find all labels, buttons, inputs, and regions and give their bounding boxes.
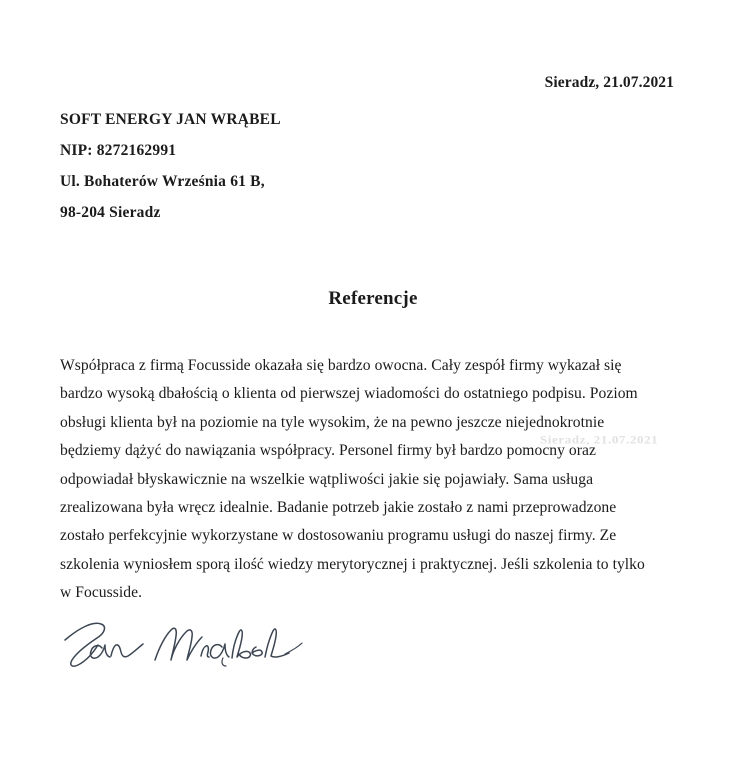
sender-tax-id: NIP: 8272162991 xyxy=(60,142,177,159)
body-line: szkolenia wyniosłem sporą ilość wiedzy merytorycznej i praktycznej. Jeśli szkolenia to tylko xyxy=(60,555,645,573)
scan-ghost-artifact: Sieradz, 21.07.2021 xyxy=(540,432,659,447)
letter-body xyxy=(60,352,690,608)
sender-street: Ul. Bohaterów Września 61 B, xyxy=(60,173,265,190)
sender-company-name: SOFT ENERGY JAN WRĄBEL xyxy=(60,111,281,128)
body-line: w Focusside. xyxy=(60,584,143,602)
body-line: będziemy dążyć do nawiązania współpracy. Personel firmy był bardzo pomocny oraz xyxy=(60,442,596,460)
signature xyxy=(55,612,305,678)
body-line: zrealizowana była wręcz idealnie. Badanie potrzeb jakie zostało z nami przeprowadzone xyxy=(60,499,617,517)
sender-address-block xyxy=(60,104,281,228)
document-date: Sieradz, 21.07.2021 xyxy=(544,74,674,91)
sender-postal-city: 98-204 Sieradz xyxy=(60,204,161,221)
body-line: zostało perfekcyjnie wykorzystane w dostosowaniu programu usługi do naszej firmy. Ze xyxy=(60,527,617,545)
body-line: obsługi klienta był na poziomie na tyle wysokim, że na pewno jeszcze niejednokrotnie xyxy=(60,413,605,431)
body-line: Współpraca z firmą Focusside okazała się bardzo owocna. Cały zespół firmy wykazał się xyxy=(60,357,622,374)
page-title: Referencje xyxy=(328,288,418,309)
body-line: bardzo wysoką dbałością o klienta od pierwszej wiadomości do ostatniego podpisu. Poziom xyxy=(60,385,638,403)
body-line: odpowiadał błyskawicznie na wszelkie wątpliwości jakie się pojawiały. Sama usługa xyxy=(60,470,594,488)
